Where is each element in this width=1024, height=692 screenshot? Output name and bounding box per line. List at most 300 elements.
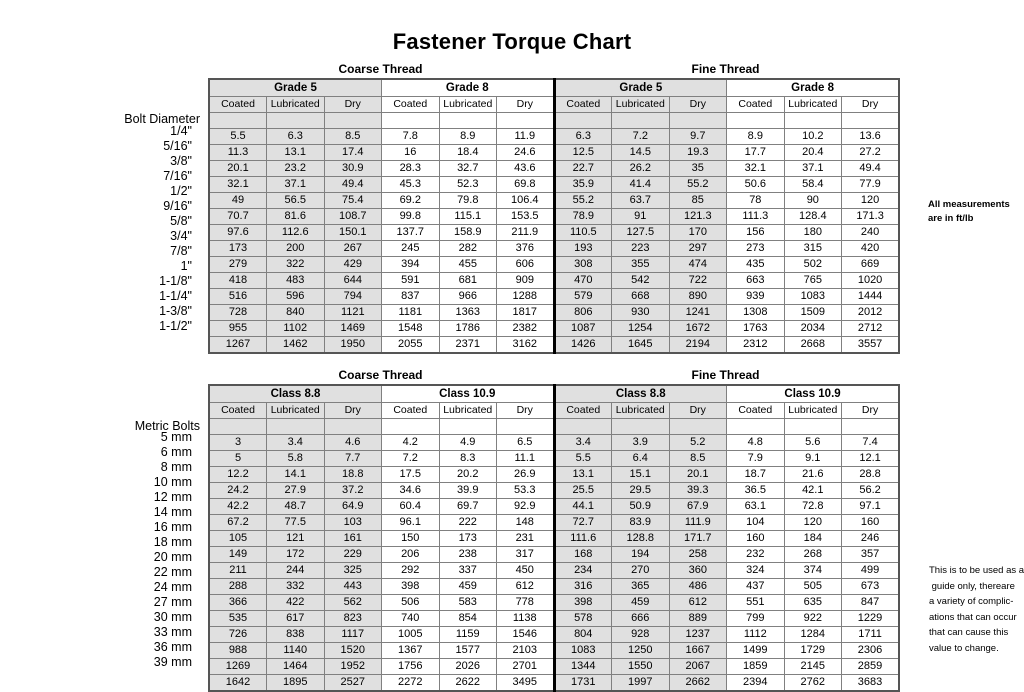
condition-header-cell: Dry xyxy=(669,97,727,113)
torque-value-cell: 322 xyxy=(267,257,325,273)
torque-value-cell: 14.5 xyxy=(612,145,670,161)
torque-value-cell: 161 xyxy=(324,531,382,547)
torque-value-cell: 244 xyxy=(267,563,325,579)
torque-value-cell: 15.1 xyxy=(612,467,670,483)
torque-value-cell: 72.7 xyxy=(554,515,612,531)
torque-value-cell: 1464 xyxy=(267,659,325,675)
torque-value-cell: 1241 xyxy=(669,305,727,321)
torque-value-cell: 502 xyxy=(784,257,842,273)
torque-value-cell: 778 xyxy=(497,595,555,611)
torque-value-cell: 606 xyxy=(497,257,555,273)
condition-header-cell: Dry xyxy=(669,403,727,419)
condition-header-cell: Coated xyxy=(209,97,267,113)
row-label: 39 mm xyxy=(153,655,192,669)
table-row xyxy=(209,499,899,515)
torque-value-cell: 19.3 xyxy=(669,145,727,161)
grade-header-cell: Class 8.8 xyxy=(554,385,727,403)
torque-value-cell: 53.3 xyxy=(497,483,555,499)
torque-value-cell: 79.8 xyxy=(439,193,497,209)
torque-value-cell: 1237 xyxy=(669,627,727,643)
torque-value-cell: 3495 xyxy=(497,675,555,692)
torque-value-cell: 1159 xyxy=(439,627,497,643)
torque-value-cell: 64.9 xyxy=(324,499,382,515)
row-label: 33 mm xyxy=(153,625,192,639)
torque-value-cell: 267 xyxy=(324,241,382,257)
torque-value-cell: 1269 xyxy=(209,659,267,675)
torque-value-cell: 483 xyxy=(267,273,325,289)
torque-value-cell: 6.4 xyxy=(612,451,670,467)
torque-value-cell: 67.2 xyxy=(209,515,267,531)
torque-value-cell: 26.2 xyxy=(612,161,670,177)
torque-value-cell: 324 xyxy=(727,563,785,579)
torque-value-cell: 806 xyxy=(554,305,612,321)
torque-value-cell: 105 xyxy=(209,531,267,547)
torque-value-cell: 7.2 xyxy=(382,451,440,467)
row-label: 1-1/8" xyxy=(159,274,192,288)
torque-value-cell: 20.1 xyxy=(209,161,267,177)
torque-value-cell: 360 xyxy=(669,563,727,579)
torque-value-cell: 35 xyxy=(669,161,727,177)
spacer-cell xyxy=(842,419,900,435)
condition-header-cell: Dry xyxy=(497,403,555,419)
torque-value-cell: 8.5 xyxy=(324,129,382,145)
torque-value-cell: 357 xyxy=(842,547,900,563)
torque-value-cell: 42.2 xyxy=(209,499,267,515)
torque-value-cell: 75.4 xyxy=(324,193,382,209)
condition-header-cell: Dry xyxy=(324,97,382,113)
torque-value-cell: 16 xyxy=(382,145,440,161)
torque-value-cell: 2668 xyxy=(784,337,842,354)
torque-value-cell: 315 xyxy=(784,241,842,257)
spacer-cell xyxy=(497,113,555,129)
spacer-cell xyxy=(842,113,900,129)
torque-value-cell: 240 xyxy=(842,225,900,241)
torque-value-cell: 231 xyxy=(497,531,555,547)
torque-value-cell: 840 xyxy=(267,305,325,321)
torque-value-cell: 24.2 xyxy=(209,483,267,499)
torque-value-cell: 288 xyxy=(209,579,267,595)
torque-value-cell: 56.2 xyxy=(842,483,900,499)
torque-value-cell: 120 xyxy=(842,193,900,209)
torque-value-cell: 459 xyxy=(612,595,670,611)
torque-value-cell: 206 xyxy=(382,547,440,563)
torque-value-cell: 1642 xyxy=(209,675,267,692)
torque-value-cell: 171.3 xyxy=(842,209,900,225)
torque-value-cell: 1267 xyxy=(209,337,267,354)
torque-value-cell: 8.9 xyxy=(727,129,785,145)
torque-value-cell: 2012 xyxy=(842,305,900,321)
thread-type-caption-fine: Fine Thread xyxy=(691,62,760,76)
row-label: 7/8" xyxy=(170,244,192,258)
torque-value-cell: 32.7 xyxy=(439,161,497,177)
row-label: 1/4" xyxy=(170,124,192,138)
table-row xyxy=(209,611,899,627)
torque-value-cell: 1288 xyxy=(497,289,555,305)
torque-value-cell: 2701 xyxy=(497,659,555,675)
torque-value-cell: 160 xyxy=(727,531,785,547)
torque-value-cell: 955 xyxy=(209,321,267,337)
torque-value-cell: 2055 xyxy=(382,337,440,354)
torque-value-cell: 1083 xyxy=(784,289,842,305)
torque-value-cell: 30.9 xyxy=(324,161,382,177)
torque-value-cell: 2067 xyxy=(669,659,727,675)
condition-header-cell: Coated xyxy=(727,403,785,419)
torque-value-cell: 847 xyxy=(842,595,900,611)
torque-value-cell: 542 xyxy=(612,273,670,289)
torque-value-cell: 67.9 xyxy=(669,499,727,515)
torque-value-cell: 420 xyxy=(842,241,900,257)
spacer-cell xyxy=(727,113,785,129)
torque-value-cell: 376 xyxy=(497,241,555,257)
torque-value-cell: 1121 xyxy=(324,305,382,321)
torque-value-cell: 3.9 xyxy=(612,435,670,451)
condition-header-row xyxy=(209,97,899,113)
torque-value-cell: 2145 xyxy=(784,659,842,675)
row-label: 14 mm xyxy=(153,505,192,519)
torque-value-cell: 21.6 xyxy=(784,467,842,483)
torque-value-cell: 2712 xyxy=(842,321,900,337)
torque-value-cell: 2026 xyxy=(439,659,497,675)
condition-header-cell: Lubricated xyxy=(784,97,842,113)
torque-value-cell: 666 xyxy=(612,611,670,627)
torque-value-cell: 1444 xyxy=(842,289,900,305)
torque-value-cell: 4.8 xyxy=(727,435,785,451)
torque-value-cell: 2859 xyxy=(842,659,900,675)
condition-header-cell: Lubricated xyxy=(267,97,325,113)
torque-value-cell: 27.2 xyxy=(842,145,900,161)
torque-value-cell: 194 xyxy=(612,547,670,563)
row-label: 24 mm xyxy=(153,580,192,594)
torque-value-cell: 1952 xyxy=(324,659,382,675)
torque-value-cell: 1548 xyxy=(382,321,440,337)
torque-value-cell: 92.9 xyxy=(497,499,555,515)
torque-value-cell: 56.5 xyxy=(267,193,325,209)
torque-value-cell: 579 xyxy=(554,289,612,305)
torque-value-cell: 663 xyxy=(727,273,785,289)
row-label: 30 mm xyxy=(153,610,192,624)
table-row xyxy=(209,515,899,531)
torque-value-cell: 2382 xyxy=(497,321,555,337)
torque-value-cell: 32.1 xyxy=(727,161,785,177)
spacer-cell xyxy=(324,419,382,435)
torque-value-cell: 104 xyxy=(727,515,785,531)
row-label: 10 mm xyxy=(153,475,192,489)
condition-header-cell: Dry xyxy=(842,403,900,419)
torque-value-cell: 365 xyxy=(612,579,670,595)
torque-value-cell: 173 xyxy=(439,531,497,547)
torque-value-cell: 297 xyxy=(669,241,727,257)
spacer-cell xyxy=(554,419,612,435)
torque-value-cell: 1817 xyxy=(497,305,555,321)
torque-value-cell: 28.3 xyxy=(382,161,440,177)
torque-value-cell: 316 xyxy=(554,579,612,595)
torque-value-cell: 583 xyxy=(439,595,497,611)
torque-value-cell: 332 xyxy=(267,579,325,595)
torque-value-cell: 2312 xyxy=(727,337,785,354)
torque-value-cell: 42.1 xyxy=(784,483,842,499)
torque-value-cell: 486 xyxy=(669,579,727,595)
torque-value-cell: 69.8 xyxy=(497,177,555,193)
table-row xyxy=(209,595,899,611)
torque-value-cell: 398 xyxy=(554,595,612,611)
spacer-cell xyxy=(727,419,785,435)
torque-value-cell: 41.4 xyxy=(612,177,670,193)
torque-value-cell: 317 xyxy=(497,547,555,563)
table-row xyxy=(209,579,899,595)
torque-value-cell: 804 xyxy=(554,627,612,643)
condition-header-cell: Dry xyxy=(324,403,382,419)
torque-value-cell: 3.4 xyxy=(267,435,325,451)
torque-value-cell: 111.6 xyxy=(554,531,612,547)
table-row xyxy=(209,241,899,257)
torque-value-cell: 50.6 xyxy=(727,177,785,193)
table-row xyxy=(209,563,899,579)
row-label-column-metric xyxy=(20,430,200,670)
torque-value-cell: 158.9 xyxy=(439,225,497,241)
torque-value-cell: 97.1 xyxy=(842,499,900,515)
grade-header-cell: Class 10.9 xyxy=(382,385,555,403)
note-line: are in ft/lb xyxy=(928,212,974,224)
torque-value-cell: 14.1 xyxy=(267,467,325,483)
torque-value-cell: 1550 xyxy=(612,659,670,675)
torque-value-cell: 11.1 xyxy=(497,451,555,467)
torque-value-cell: 37.1 xyxy=(784,161,842,177)
torque-value-cell: 1020 xyxy=(842,273,900,289)
torque-value-cell: 437 xyxy=(727,579,785,595)
torque-value-cell: 889 xyxy=(669,611,727,627)
row-label: 1" xyxy=(180,259,192,273)
torque-value-cell: 238 xyxy=(439,547,497,563)
torque-value-cell: 1363 xyxy=(439,305,497,321)
torque-value-cell: 12.2 xyxy=(209,467,267,483)
torque-value-cell: 9.7 xyxy=(669,129,727,145)
row-label: 3/4" xyxy=(170,229,192,243)
torque-value-cell: 246 xyxy=(842,531,900,547)
torque-value-cell: 930 xyxy=(612,305,670,321)
condition-header-cell: Coated xyxy=(554,97,612,113)
table-row xyxy=(209,337,899,354)
torque-value-cell: 1250 xyxy=(612,643,670,659)
torque-value-cell: 17.5 xyxy=(382,467,440,483)
torque-value-cell: 5.6 xyxy=(784,435,842,451)
spacer-cell xyxy=(267,419,325,435)
torque-value-cell: 81.6 xyxy=(267,209,325,225)
torque-value-cell: 6.3 xyxy=(267,129,325,145)
torque-value-cell: 20.2 xyxy=(439,467,497,483)
note-line: that can cause this xyxy=(929,627,1009,638)
torque-value-cell: 1711 xyxy=(842,627,900,643)
condition-header-cell: Lubricated xyxy=(612,97,670,113)
grade-header-row xyxy=(209,79,899,97)
torque-value-cell: 1426 xyxy=(554,337,612,354)
torque-value-cell: 58.4 xyxy=(784,177,842,193)
torque-value-cell: 282 xyxy=(439,241,497,257)
torque-value-cell: 6.5 xyxy=(497,435,555,451)
row-label: 27 mm xyxy=(153,595,192,609)
torque-value-cell: 669 xyxy=(842,257,900,273)
disclaimer-note xyxy=(929,563,1024,656)
table-row xyxy=(209,225,899,241)
torque-value-cell: 268 xyxy=(784,547,842,563)
torque-value-cell: 27.9 xyxy=(267,483,325,499)
table-row xyxy=(209,675,899,692)
spacer-cell xyxy=(324,113,382,129)
row-label: 16 mm xyxy=(153,520,192,534)
torque-value-cell: 838 xyxy=(267,627,325,643)
torque-value-cell: 273 xyxy=(727,241,785,257)
grade-header-cell: Class 10.9 xyxy=(727,385,900,403)
torque-value-cell: 799 xyxy=(727,611,785,627)
torque-value-cell: 232 xyxy=(727,547,785,563)
torque-value-cell: 270 xyxy=(612,563,670,579)
row-label: 1/2" xyxy=(170,184,192,198)
torque-value-cell: 11.9 xyxy=(497,129,555,145)
torque-value-cell: 17.4 xyxy=(324,145,382,161)
torque-value-cell: 25.5 xyxy=(554,483,612,499)
torque-value-cell: 7.7 xyxy=(324,451,382,467)
table-row xyxy=(209,129,899,145)
torque-value-cell: 450 xyxy=(497,563,555,579)
row-label: 20 mm xyxy=(153,550,192,564)
torque-value-cell: 111.9 xyxy=(669,515,727,531)
table-row xyxy=(209,209,899,225)
torque-value-cell: 24.6 xyxy=(497,145,555,161)
torque-value-cell: 234 xyxy=(554,563,612,579)
torque-value-cell: 258 xyxy=(669,547,727,563)
row-label: 1-1/4" xyxy=(159,289,192,303)
torque-value-cell: 222 xyxy=(439,515,497,531)
torque-value-cell: 128.8 xyxy=(612,531,670,547)
torque-value-cell: 1087 xyxy=(554,321,612,337)
torque-value-cell: 90 xyxy=(784,193,842,209)
torque-value-cell: 4.6 xyxy=(324,435,382,451)
torque-value-cell: 1520 xyxy=(324,643,382,659)
table-row xyxy=(209,305,899,321)
torque-value-cell: 148 xyxy=(497,515,555,531)
torque-value-cell: 72.8 xyxy=(784,499,842,515)
torque-value-cell: 7.4 xyxy=(842,435,900,451)
torque-value-cell: 1462 xyxy=(267,337,325,354)
torque-value-cell: 39.3 xyxy=(669,483,727,499)
torque-value-cell: 52.3 xyxy=(439,177,497,193)
grade-header-cell: Class 8.8 xyxy=(209,385,382,403)
torque-value-cell: 22.7 xyxy=(554,161,612,177)
torque-value-cell: 1229 xyxy=(842,611,900,627)
torque-value-cell: 156 xyxy=(727,225,785,241)
torque-value-cell: 160 xyxy=(842,515,900,531)
torque-value-cell: 2034 xyxy=(784,321,842,337)
torque-value-cell: 1138 xyxy=(497,611,555,627)
torque-value-cell: 55.2 xyxy=(669,177,727,193)
torque-value-cell: 70.7 xyxy=(209,209,267,225)
table-row xyxy=(209,451,899,467)
torque-value-cell: 180 xyxy=(784,225,842,241)
torque-value-cell: 4.2 xyxy=(382,435,440,451)
torque-value-cell: 1731 xyxy=(554,675,612,692)
row-label: 5/8" xyxy=(170,214,192,228)
torque-value-cell: 103 xyxy=(324,515,382,531)
spacer-cell xyxy=(382,419,440,435)
torque-value-cell: 1367 xyxy=(382,643,440,659)
page-title: Fastener Torque Chart xyxy=(392,29,632,54)
torque-value-cell: 578 xyxy=(554,611,612,627)
torque-value-cell: 83.9 xyxy=(612,515,670,531)
torque-value-cell: 728 xyxy=(209,305,267,321)
torque-value-cell: 91 xyxy=(612,209,670,225)
torque-value-cell: 5.5 xyxy=(209,129,267,145)
spacer-cell xyxy=(382,113,440,129)
torque-value-cell: 17.7 xyxy=(727,145,785,161)
torque-value-cell: 184 xyxy=(784,531,842,547)
torque-value-cell: 29.5 xyxy=(612,483,670,499)
torque-value-cell: 172 xyxy=(267,547,325,563)
condition-header-cell: Coated xyxy=(382,97,440,113)
torque-value-cell: 39.9 xyxy=(439,483,497,499)
torque-value-cell: 13.1 xyxy=(267,145,325,161)
torque-value-cell: 32.1 xyxy=(209,177,267,193)
thread-type-caption-coarse: Coarse Thread xyxy=(338,368,423,382)
torque-value-cell: 23.2 xyxy=(267,161,325,177)
torque-value-cell: 279 xyxy=(209,257,267,273)
torque-value-cell: 499 xyxy=(842,563,900,579)
condition-header-cell: Coated xyxy=(382,403,440,419)
torque-value-cell: 726 xyxy=(209,627,267,643)
torque-value-cell: 78.9 xyxy=(554,209,612,225)
condition-header-cell: Lubricated xyxy=(612,403,670,419)
torque-value-cell: 5 xyxy=(209,451,267,467)
torque-value-cell: 2272 xyxy=(382,675,440,692)
table-row xyxy=(209,177,899,193)
spacer-cell xyxy=(612,419,670,435)
table-row xyxy=(209,627,899,643)
torque-value-cell: 1254 xyxy=(612,321,670,337)
torque-value-cell: 3.4 xyxy=(554,435,612,451)
table-row xyxy=(209,467,899,483)
torque-value-cell: 245 xyxy=(382,241,440,257)
note-line: This is to be used as a xyxy=(929,565,1024,576)
torque-value-cell: 96.1 xyxy=(382,515,440,531)
torque-value-cell: 44.1 xyxy=(554,499,612,515)
torque-value-cell: 5.2 xyxy=(669,435,727,451)
torque-value-cell: 6.3 xyxy=(554,129,612,145)
row-label: 1-1/2" xyxy=(159,319,192,333)
torque-value-cell: 355 xyxy=(612,257,670,273)
torque-value-cell: 85 xyxy=(669,193,727,209)
torque-value-cell: 2394 xyxy=(727,675,785,692)
torque-value-cell: 170 xyxy=(669,225,727,241)
torque-value-cell: 127.5 xyxy=(612,225,670,241)
row-label: 7/16" xyxy=(163,169,192,183)
torque-value-cell: 2622 xyxy=(439,675,497,692)
condition-header-row xyxy=(209,403,899,419)
torque-value-cell: 562 xyxy=(324,595,382,611)
row-label: 22 mm xyxy=(153,565,192,579)
torque-value-cell: 173 xyxy=(209,241,267,257)
torque-value-cell: 45.3 xyxy=(382,177,440,193)
torque-value-cell: 1469 xyxy=(324,321,382,337)
torque-value-cell: 551 xyxy=(727,595,785,611)
condition-header-cell: Lubricated xyxy=(784,403,842,419)
thread-type-caption-coarse: Coarse Thread xyxy=(338,62,423,76)
torque-value-cell: 9.1 xyxy=(784,451,842,467)
torque-value-cell: 12.1 xyxy=(842,451,900,467)
torque-value-cell: 211 xyxy=(209,563,267,579)
torque-value-cell: 2527 xyxy=(324,675,382,692)
torque-table-imperial xyxy=(208,78,900,354)
torque-value-cell: 765 xyxy=(784,273,842,289)
torque-value-cell: 11.3 xyxy=(209,145,267,161)
torque-value-cell: 506 xyxy=(382,595,440,611)
